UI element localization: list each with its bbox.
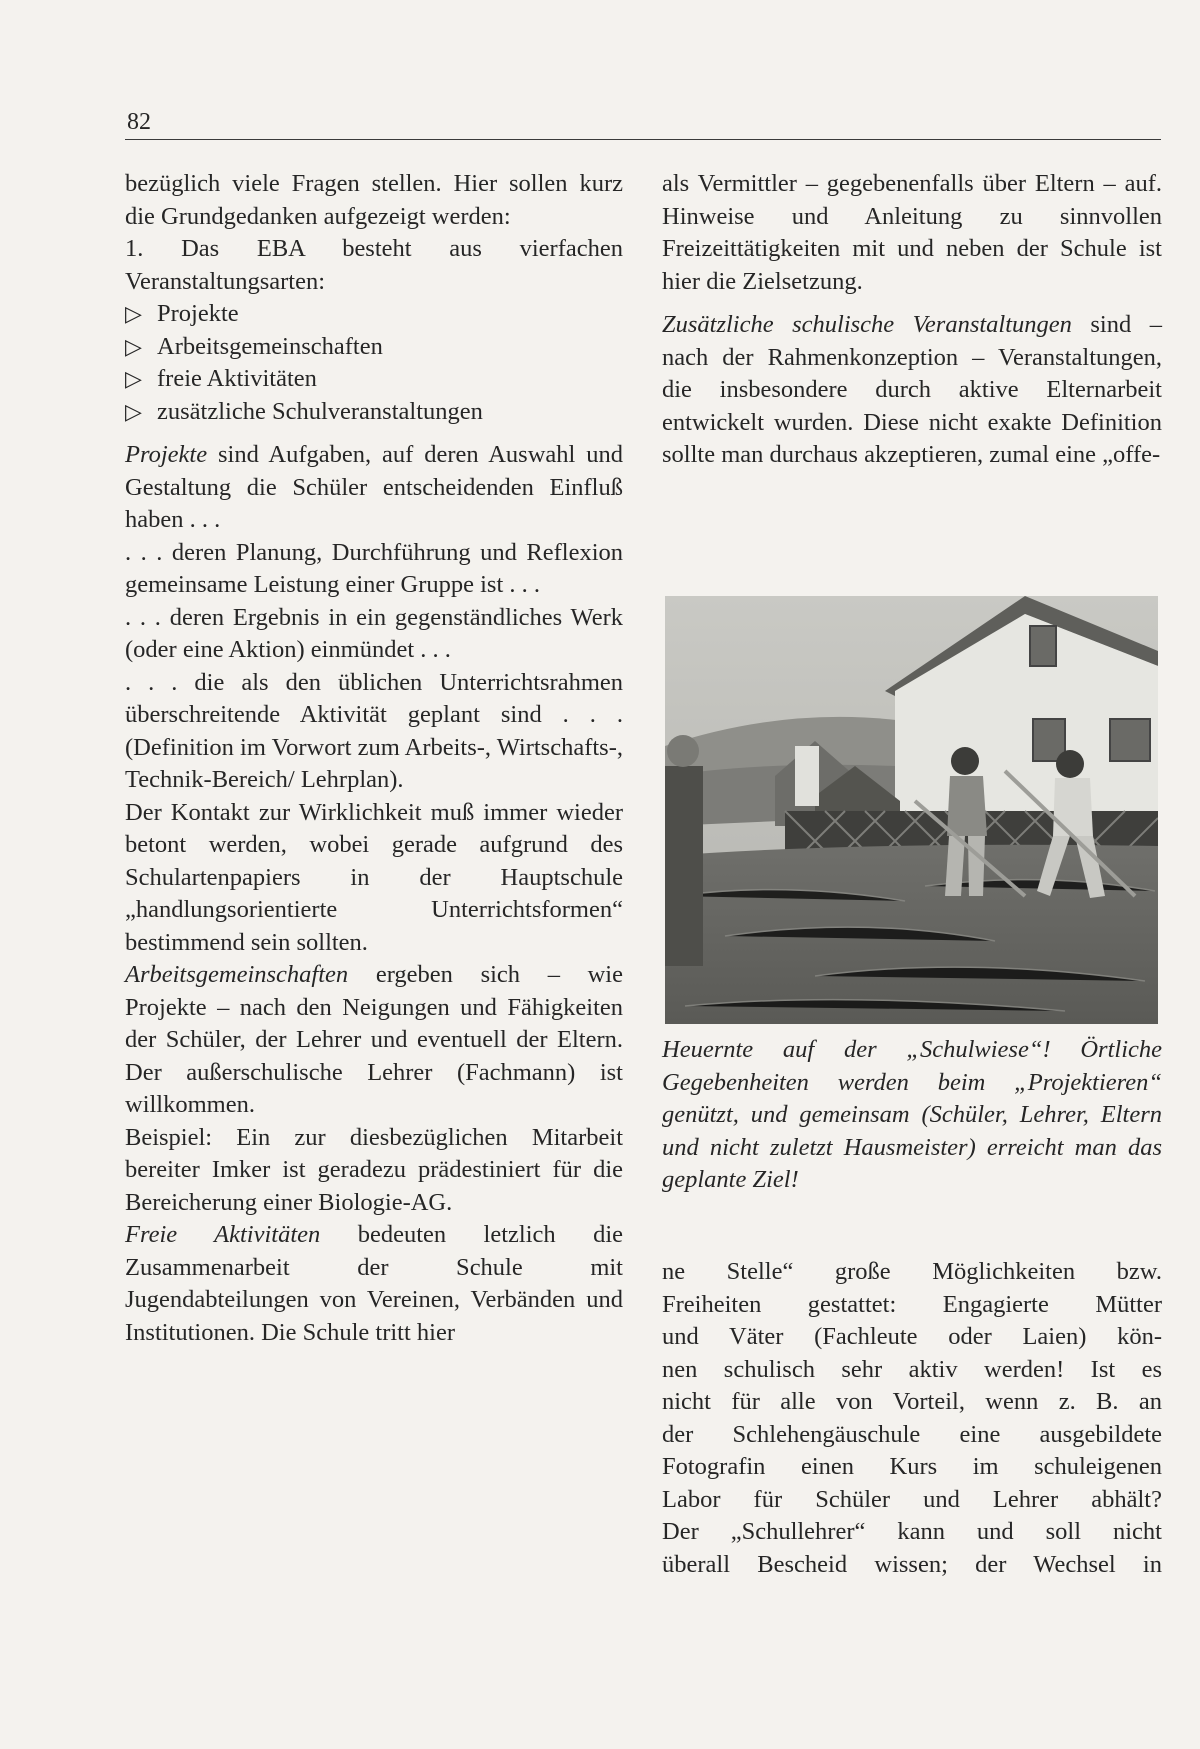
- freie-paragraph: Freie Aktivitäten bedeuten letzlich die Zusammenarbeit der Schule mit Jugendabteilungen von Vereinen, Verbänden und Institutionen. Die Schule tritt hier: [125, 1221, 624, 1346]
- text-line: Freiheiten gestattet: Engagierte Mütter: [662, 1290, 1162, 1318]
- list-item: ▷ zusätzliche Schulveranstaltungen: [125, 396, 623, 429]
- right-column: [662, 168, 1162, 472]
- text-line: der Schlehengäuschule eine ausgebildete: [662, 1420, 1162, 1448]
- text-line: Labor für Schüler und Lehrer abhält?: [662, 1485, 1162, 1513]
- list-item: ▷ Arbeitsgemeinschaften: [125, 331, 623, 364]
- vermittler-paragraph: als Vermittler – gegebenenfalls über Eltern – auf. Hinweise und Anleitung zu sinnvollen Freizeittätigkeiten mit und neben der Schule ist hier die Zielsetzung.: [662, 170, 1162, 295]
- text-line: Fotografin einen Kurs im schuleigenen: [662, 1453, 1162, 1480]
- list-item: ▷ freie Aktivitäten: [125, 363, 623, 396]
- kontakt-paragraph: Der Kontakt zur Wirklichkeit muß immer wieder betont werden, wobei gerade aufgrund des Schulartenpapiers in der Hauptschule „handlungsorientierte Unterrichtsformen“ bestimmend sein sollten.: [125, 798, 623, 956]
- projekte-definition: . . . die als den üblichen Unterrichtsrahmen überschreitende Aktivität geplant sind . . . (Definition im Vorwort zum Arbeits-, Wirtschafts-, Technik-Bereich/ Lehrplan).: [125, 668, 623, 793]
- left-column: [125, 168, 623, 1349]
- intro-paragraph: [125, 168, 623, 298]
- freie-term: Freie Aktivitäten: [125, 1221, 321, 1248]
- text-line: ne Stelle“ große Möglichkeiten bzw.: [662, 1258, 1162, 1285]
- text-line: nicht für alle von Vorteil, wenn z. B. an: [662, 1388, 1162, 1415]
- photo-caption: Heuernte auf der „Schulwiese“! Örtliche Gegebenheiten werden beim „Projektieren“ genützt, und gemeinsam (Schüler, Lehrer, Eltern und nicht zuletzt Hausmeister) erreicht man das geplante Ziel!: [662, 1036, 1162, 1193]
- text-line: Der „Schullehrer“ kann und soll nicht: [662, 1518, 1162, 1545]
- triangle-bullet-icon: ▷: [125, 398, 142, 424]
- header-rule: [125, 139, 1161, 140]
- intro-text: bezüglich viele Fragen stellen. Hier sollen kurz die Grundgedanken aufgezeigt werden:: [125, 170, 623, 230]
- text-line: nen schulisch sehr aktiv werden! Ist es: [662, 1355, 1162, 1383]
- haymaking-photo-illustration: [665, 596, 1158, 1024]
- haymaking-photo: [665, 596, 1158, 1024]
- text-line: und Väter (Fachleute oder Laien) kön-: [662, 1323, 1162, 1350]
- point-1-text: 1. Das EBA besteht aus vierfachen Veranstaltungsarten:: [125, 235, 623, 295]
- page-number: 82: [127, 109, 151, 135]
- projekte-paragraph: Projekte sind Aufgaben, auf deren Auswahl und Gestaltung die Schüler entscheidenden Einfluß haben . . .: [125, 441, 623, 533]
- right-column-continuation: [662, 1256, 1162, 1581]
- list-item: ▷ Projekte: [125, 298, 623, 331]
- projekte-term: Projekte: [125, 441, 208, 468]
- beispiel-paragraph: Beispiel: Ein zur diesbezüglichen Mitarbeit bereiter Imker ist geradezu prädestiniert für die Bereicherung einer Biologie-AG.: [125, 1123, 623, 1216]
- zusaetzliche-paragraph: Zusätzliche schulische Veranstaltungen sind – nach der Rahmenkonzeption – Veranstaltungen, die insbesondere durch aktive Elternarbeit entwickelt wurden. Diese nicht exakte Definition sollte man durchaus akzeptieren, zumal eine „offe-: [662, 311, 1162, 468]
- projekte-result: . . . deren Ergebnis in ein gegenständliches Werk (oder eine Aktion) einmündet . . .: [125, 603, 623, 663]
- ag-paragraph: Arbeitsgemeinschaften ergeben sich – wie Projekte – nach den Neigungen und Fähigkeiten der Schüler, der Lehrer und eventuell der Eltern. Der außerschulische Lehrer (Fachmann) ist willkommen.: [125, 961, 623, 1118]
- projekte-planning: . . . deren Planung, Durchführung und Reflexion gemeinsame Leistung einer Gruppe ist . . .: [125, 538, 623, 598]
- ag-term: Arbeitsgemeinschaften: [125, 961, 349, 988]
- text-line: überall Bescheid wissen; der Wechsel in: [662, 1550, 1162, 1578]
- event-types-list: [125, 298, 623, 428]
- zusaetzliche-term: Zusätzliche schulische Veranstaltungen: [662, 311, 1072, 338]
- triangle-bullet-icon: ▷: [125, 366, 142, 391]
- triangle-bullet-icon: ▷: [125, 301, 142, 326]
- triangle-bullet-icon: ▷: [125, 333, 142, 359]
